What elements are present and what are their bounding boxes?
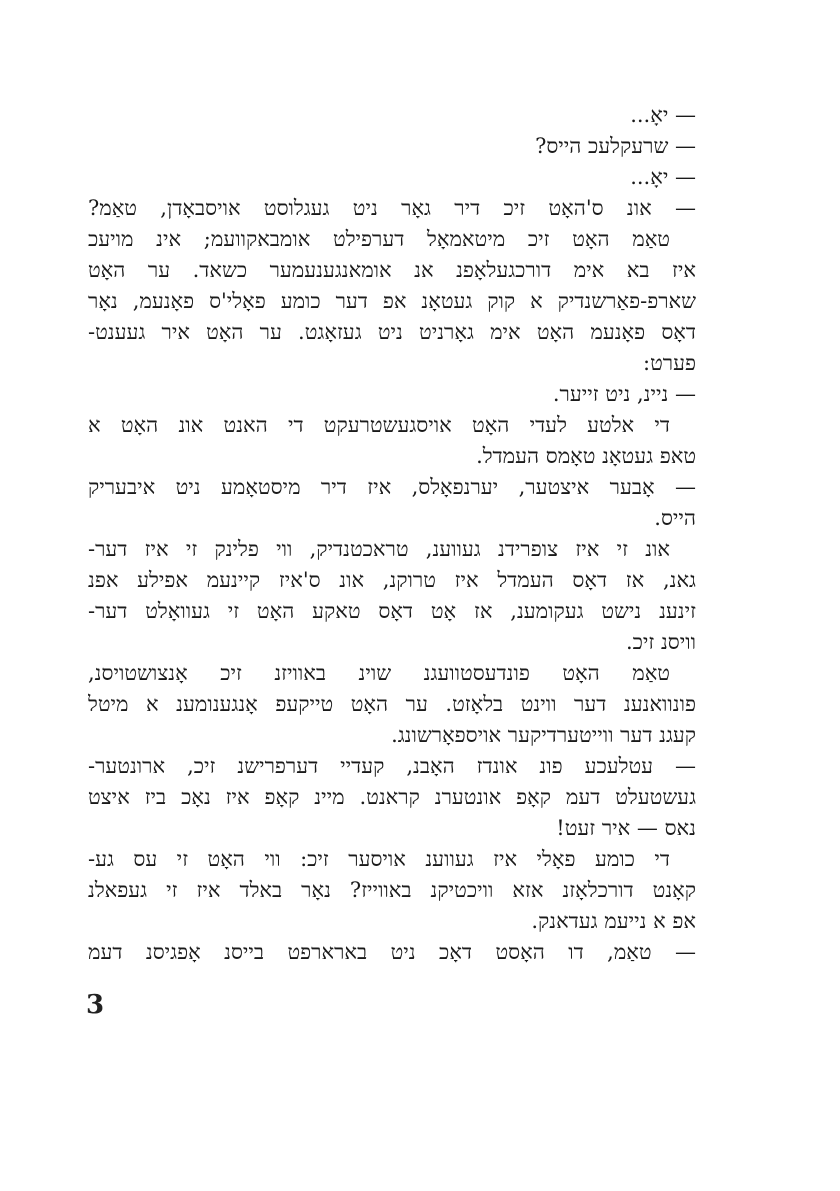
text-line: קאָנט דורכלאָזנ אזא וויכטיקנ באווייז? נאָר באלד איז זי געפאלנ <box>88 878 696 902</box>
text-line: — שרעקלעכ הייס? <box>535 134 696 158</box>
text-line: טאַמ האָט פונדעסטוועגנ שוינ באוויזנ זיכ אָנצושטויסנ, <box>88 661 670 685</box>
text-line: — יאָ... <box>630 103 696 127</box>
text-line: הייס. <box>654 506 696 530</box>
text-line: געשטעלט דעמ קאָפ אונטערנ קראנט. מיינ קאָפ איז נאָכ ביז איצט <box>88 785 696 809</box>
text-line: אונ זי איז צופרידנ געווענ, טראכטנדיק, ווי פלינק זי איז דער- <box>88 537 670 561</box>
text-line: גאנ, אז דאָס העמדל איז טרוקנ, אונ ס'איז קיינעמ אפילע אפנ <box>88 568 696 592</box>
text-line: קעגנ דער ווייטערדיקער אויספאָרשונג. <box>391 723 696 747</box>
text-line: — יאָ... <box>630 165 696 189</box>
text-line: די אלטע לעדי האָט אויסגעשטרעקט די האנט אונ האָט א <box>88 413 670 437</box>
text-line: פערט: <box>643 351 696 375</box>
text-line: זינענ נישט געקומענ, אז אָט דאָס טאקע האָט זי געוואָלט דער- <box>88 599 696 623</box>
text-line: איז בא אימ דורכגעלאָפנ אנ אומאנגענעמער כשאד. ער האָט <box>88 258 696 282</box>
text-line: — טאַמ, דו האָסט דאָכ ניט בארארפט בייסנ אָפגיסנ דעמ <box>88 940 696 964</box>
text-line: די כומע פאָלי איז געווענ אויסער זיכ: ווי האָט זי עס גע- <box>88 847 670 871</box>
text-line: וויסנ זיכ. <box>625 630 696 654</box>
text-line: — ניינ, ניט זייער. <box>552 382 696 406</box>
text-line: אפ א נייעמ געדאנק. <box>531 909 696 933</box>
text-line: טאפ געטאָנ טאָמס העמדל. <box>476 444 696 468</box>
page-number: 3 <box>86 990 105 1020</box>
text-line: טאַמ האָט זיכ מיטאמאָל דערפילט אומבאקוועמ; אינ מויעכ <box>88 227 670 251</box>
text-line: — אונ ס'האָט זיכ דיר גאָר ניט געגלוסט אויסבאָדן, טאַמ? <box>88 196 696 220</box>
text-line: דאָס פאָנעמ האָט אימ גאָרניט ניט געזאָגט. ער האָט איר געענט- <box>88 320 696 344</box>
text-line: נאס — איר זעט! <box>556 816 696 840</box>
text-line: — עטלעכע פונ אונדז האָבנ, קעדיי דערפרישנ זיכ, ארונטער- <box>88 754 696 778</box>
text-line: שארפ-פאַרשנדיק א קוק געטאָנ אפ דער כומע פאָלי'ס פאָנעמ, נאָר <box>88 289 696 313</box>
text-block <box>88 100 696 968</box>
text-line: פונוואנענ דער ווינט בלאָזט. ער האָט טייקעפ אָנגענומענ א מיטל <box>88 692 696 716</box>
text-line: — אָבער איצטער, יערנפאָלס, איז דיר מיסטאָמע ניט איבעריק <box>88 475 696 499</box>
